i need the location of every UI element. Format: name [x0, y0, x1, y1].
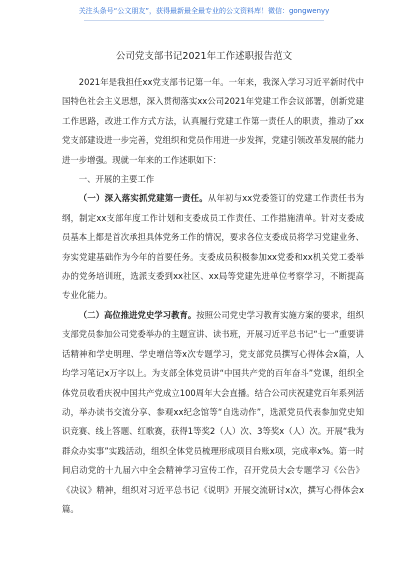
- intro-paragraph: 2021年是我担任xx党支部书记第一年。一年来，我深入学习习近平新时代中国特色社会主义思想，深入贯彻落实xx公司2021年党建工作会议部署，创新党建工作思路，改进工作方式方法，认真履行党建工作第一责任人的职责，推动了xx党支部建设进一步完善，党组织和党员作用进一步发挥，党建引领改革发展的能力进一步增强。现就一年来的工作述职如下：: [62, 77, 364, 165]
- item-text-1: 从年初与xx党委签订的党建工作责任书为纲，制定xx支部年度工作计划和支委成员工作责任、工作措施清单。针对支委成员基本上都是首次承担具体党务工作的情况，要求各位支委成员将学习党建业务、夯实党建基础作为今年的首要任务。支委成员积极参加xx党委和xx机关党工委举办的党务培训班，选派支委到xx社区、xx局等党建先进单位考察学习，不断提高专业化能力。: [62, 193, 364, 301]
- item-text-2: 按照公司党史学习教育实施方案的要求，组织支部党员参加公司党委举办的主题宣讲、读书班，开展习近平总书记“七一”重要讲话精神和学史明理、学史增信等x次专题学习，党支部党员撰写心得体会x篇，人均学习笔记x万字以上。为支部全体党员讲“中国共产党的百年奋斗”党课，组织全体党员收看庆祝中国共产党成立100周年大会直播。结合公司庆祝建党百年系列活动，举办读书交流分享、参观xx纪念馆等“自选动作”，选派党员代表参加党史知识竞赛、线上答题、红歌赛，获得1等奖2（人）次、3等奖x（人）次。开展“我为群众办实事”实践活动，组织全体党员梳理形成项目台账x项，完成率x%。第一时间启动党的十九届六中全会精神学习宣传工作，召开党员大会专题学习《公告》《决议》精神，组织对习近平总书记《说明》开展交流研讨x次，撰写心得体会x篇。: [62, 309, 365, 514]
- item-title-2: （二）高位推进党史学习教育。: [78, 309, 197, 320]
- item-paragraph-2: [62, 306, 364, 519]
- document-title: 公司党支部书记2021年工作述职报告范文: [115, 51, 293, 62]
- banner-divider: [84, 20, 324, 21]
- section-heading: 一、开展的主要工作: [78, 174, 155, 185]
- item-paragraph-1: [62, 189, 364, 305]
- top-banner: 关注头条号“公文朋友”，获得最新最全最专业的公文资料库！微信：gongwenyy: [78, 7, 330, 15]
- item-title-1: （一）深入落实抓党建第一责任。: [78, 193, 208, 204]
- document-body: [62, 73, 364, 519]
